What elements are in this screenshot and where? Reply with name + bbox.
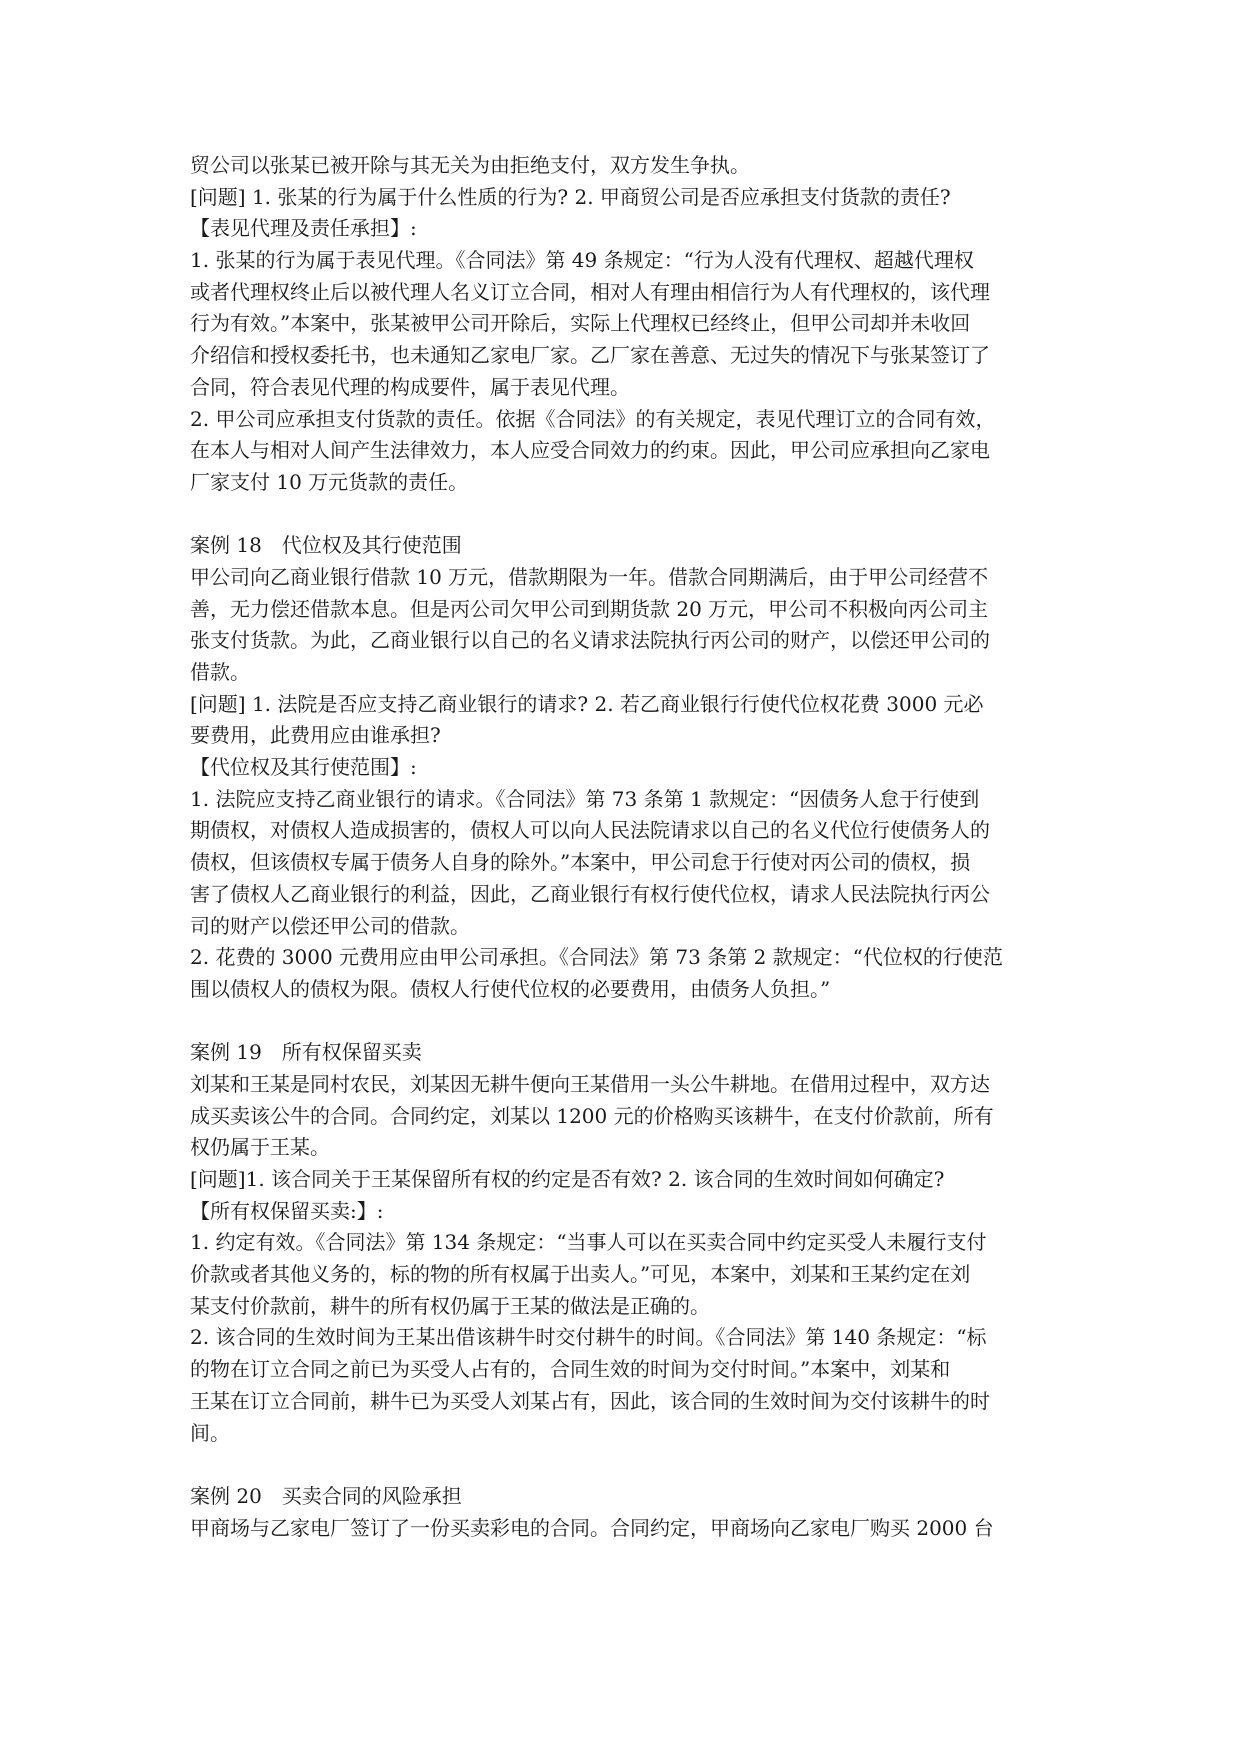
paragraph [190,245,1070,403]
text-line: 行为有效。”本案中，张某被甲公司开除后，实际上代理权已经终止，但甲公司却并未收回 [190,311,971,336]
text-line: 成买卖该公牛的合同。合同约定，刘某以 1200 元的价格购买该耕牛，在支付价款前，所有 [190,1103,994,1128]
paragraph [190,1037,1070,1069]
document-page [190,150,1070,1544]
paragraph [190,213,1070,245]
paragraph [190,1069,1070,1164]
text-line: 介绍信和授权委托书，也未通知乙家电厂家。乙厂家在善意、无过失的情况下与张某签订了 [190,343,990,368]
text-line: [问题] 1. 法院是否应支持乙商业银行的请求? 2. 若乙商业银行行使代位权花费 3000 元必 [190,691,984,716]
paragraph [190,404,1070,499]
text-line: 1. 约定有效。《合同法》第 134 条规定：“当事人可以在买卖合同中约定买受人未履行支付 [190,1230,987,1255]
text-line: 间。 [190,1420,230,1445]
text-line: 甲商场与乙家电厂签订了一份买卖彩电的合同。合同约定，甲商场向乙家电厂购买 2000 台 [190,1515,994,1540]
text-line: [问题] 1. 张某的行为属于什么性质的行为? 2. 甲商贸公司是否应承担支付货款的责任? [190,184,951,209]
paragraph [190,150,1070,182]
paragraph [190,689,1070,752]
text-line: 1. 张某的行为属于表见代理。《合同法》第 49 条规定：“行为人没有代理权、超越代理权 [190,248,974,273]
text-line: 善，无力偿还借款本息。但是丙公司欠甲公司到期货款 20 万元，甲公司不积极向丙公司主 [190,596,989,621]
text-line: 贸公司以张某已被开除与其无关为由拒绝支付，双方发生争执。 [190,153,750,177]
paragraph [190,784,1070,942]
paragraph [190,1227,1070,1322]
text-line: 债权，但该债权专属于债务人自身的除外。”本案中，甲公司怠于行使对丙公司的债权，损 [190,850,971,875]
blank-line [190,499,1070,531]
paragraph [190,942,1070,1005]
text-line: 甲公司向乙商业银行借款 10 万元，借款期限为一年。借款合同期满后，由于甲公司经营不 [190,564,989,589]
text-line: 或者代理权终止后以被代理人名义订立合同，相对人有理由相信行为人有代理权的，该代理 [190,279,990,304]
blank-line [190,1006,1070,1038]
text-line: 2. 该合同的生效时间为王某出借该耕牛时交付耕牛的时间。《合同法》第 140 条规定：“标 [190,1325,987,1350]
text-line: 权仍属于王某。 [190,1135,330,1160]
text-line: 1. 法院应支持乙商业银行的请求。《合同法》第 73 条第 1 款规定：“因债务人怠于行使到 [190,786,980,811]
paragraph [190,1164,1070,1196]
text-line: 刘某和王某是同村农民，刘某因无耕牛便向王某借用一头公牛耕地。在借用过程中，双方达 [190,1071,990,1096]
paragraph [190,1196,1070,1228]
text-line: 2. 甲公司应承担支付货款的责任。依据《合同法》的有关规定，表见代理订立的合同有效， [190,406,996,431]
paragraph [190,530,1070,562]
paragraph [190,1481,1070,1513]
text-line: 期债权，对债权人造成损害的，债权人可以向人民法院请求以自己的名义代位行使债务人的 [190,818,990,843]
paragraph [190,1322,1070,1449]
text-line: 价款或者其他义务的，标的物的所有权属于出卖人。”可见，本案中，刘某和王某约定在刘 [190,1262,971,1287]
text-line: [问题]1. 该合同关于王某保留所有权的约定是否有效? 2. 该合同的生效时间如何确定? [190,1167,945,1191]
paragraph [190,1513,1070,1545]
text-line: 【表见代理及责任承担】: [190,216,417,241]
text-line: 合同，符合表见代理的构成要件，属于表见代理。 [190,374,630,399]
text-line: 害了债权人乙商业银行的利益，因此，乙商业银行有权行使代位权，请求人民法院执行丙公 [190,881,990,906]
text-line: 案例 18 代位权及其行使范围 [190,533,462,558]
blank-line [190,1449,1070,1481]
text-line: 的物在订立合同之前已为买受人占有的，合同生效的时间为交付时间。”本案中，刘某和 [190,1357,951,1382]
text-line: 王某在订立合同前，耕牛已为买受人刘某占有，因此，该合同的生效时间为交付该耕牛的时 [190,1388,990,1413]
text-line: 围以债权人的债权为限。债权人行使代位权的必要费用，由债务人负担。” [190,976,831,1001]
text-line: 张支付货款。为此，乙商业银行以自己的名义请求法院执行丙公司的财产，以偿还甲公司的 [190,628,990,653]
text-line: 司的财产以偿还甲公司的借款。 [190,913,470,938]
text-line: 案例 20 买卖合同的风险承担 [190,1483,462,1508]
text-line: 借款。 [190,660,250,684]
text-line: 案例 19 所有权保留买卖 [190,1040,422,1065]
text-line: 【所有权保留买卖:】: [190,1198,384,1223]
paragraph [190,562,1070,689]
paragraph [190,182,1070,214]
text-line: 厂家支付 10 万元货款的责任。 [190,469,469,494]
text-line: 某支付价款前，耕牛的所有权仍属于王某的做法是正确的。 [190,1293,710,1318]
text-line: 在本人与相对人间产生法律效力，本人应受合同效力的约束。因此，甲公司应承担向乙家电 [190,438,990,463]
paragraph [190,752,1070,784]
text-line: 2. 花费的 3000 元费用应由甲公司承担。《合同法》第 73 条第 2 款规定：“代位权的行使范 [190,945,1003,970]
text-line: 要费用，此费用应由谁承担? [190,723,441,748]
text-line: 【代位权及其行使范围】: [190,755,417,780]
